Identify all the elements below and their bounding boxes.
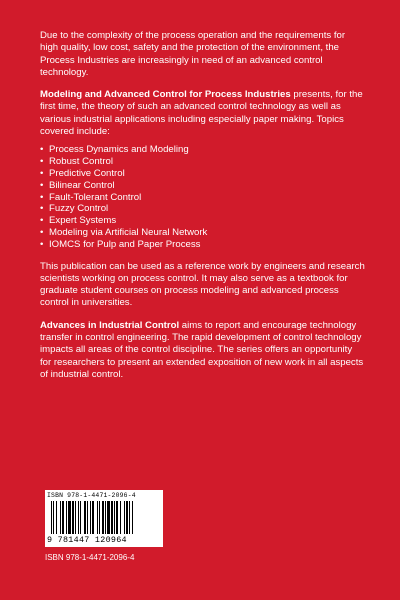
barcode-bar [97, 501, 98, 534]
barcode-bar [51, 501, 52, 534]
book-description: presents, for the first time, the theory of such an advanced control technology as well as various industrial applications including especially paper making. Topics covered include: [40, 89, 363, 138]
list-item: • Fault-Tolerant Control [40, 191, 142, 203]
barcode-bar [66, 501, 67, 534]
barcode-bar [68, 501, 71, 534]
bullet-icon: • [40, 226, 44, 238]
topics-list [40, 144, 365, 250]
barcode-bar [129, 501, 130, 534]
barcode-bars [51, 501, 159, 534]
barcode-bar [124, 501, 125, 534]
book-title: Modeling and Advanced Control for Process Industries [40, 89, 291, 101]
bullet-icon: • [40, 215, 44, 227]
barcode-bar [72, 501, 74, 534]
barcode-bar [56, 501, 57, 534]
barcode-bar [105, 501, 106, 534]
bullet-icon: • [40, 144, 44, 156]
barcode-bar [126, 501, 128, 534]
back-cover-text [40, 30, 365, 391]
bullet-icon: • [40, 179, 44, 191]
list-item: • Expert Systems [40, 215, 117, 227]
list-item: • Bilinear Control [40, 179, 115, 191]
series-description: aims to report and encourage technology transfer in control engineering. The rapid development of control technology impacts all areas of the control discipline. The series offers an opportunity for researchers to present an extended exposition of new work in all aspects of industrial control. [40, 319, 364, 380]
book-paragraph [40, 89, 365, 138]
bullet-icon: • [40, 203, 44, 215]
list-item: • Fuzzy Control [40, 203, 109, 215]
barcode-bar [78, 501, 79, 534]
barcode-bar [75, 501, 76, 534]
list-item: • Predictive Control [40, 167, 125, 179]
barcode-bar [53, 501, 54, 534]
barcode-bar [102, 501, 104, 534]
series-paragraph [40, 320, 365, 381]
barcode-bar [114, 501, 115, 534]
barcode-bar [111, 501, 113, 534]
barcode-bar [107, 501, 110, 534]
barcode-bar [84, 501, 86, 534]
barcode-bar [80, 501, 81, 534]
barcode-bar [132, 501, 133, 534]
isbn-bottom-label: ISBN 978-1-4471-2096-4 [45, 553, 135, 562]
list-item: • Modeling via Artificial Neural Network [40, 226, 208, 238]
barcode-bar [87, 501, 88, 534]
isbn-top-label: ISBN 978-1-4471-2096-4 [47, 492, 136, 499]
usage-paragraph: This publication can be used as a reference work by engineers and research scientists working on process control. It may also serve as a textbook for graduate student courses on process modeling and advanced process control in universities. [40, 260, 365, 309]
barcode-bar [116, 501, 118, 534]
bullet-icon: • [40, 238, 44, 250]
bullet-icon: • [40, 156, 44, 168]
barcode-digits: 9 781447 120964 [47, 535, 127, 545]
barcode-bar [62, 501, 64, 534]
barcode-bar [92, 501, 94, 534]
barcode-bar [120, 501, 121, 534]
barcode-bar [99, 501, 100, 534]
list-item: • Robust Control [40, 156, 113, 168]
series-title: Advances in Industrial Control [40, 319, 180, 331]
bullet-icon: • [40, 167, 44, 179]
list-item: • Process Dynamics and Modeling [40, 144, 189, 156]
barcode-bar [90, 501, 91, 534]
barcode [45, 490, 163, 547]
list-item: • IOMCS for Pulp and Paper Process [40, 238, 201, 250]
barcode-bar [60, 501, 61, 534]
intro-paragraph: Due to the complexity of the process operation and the requirements for high quality, low cost, safety and the protection of the environment, the Process Industries are increasingly in need of an advanced control technology. [40, 30, 346, 78]
bullet-icon: • [40, 191, 44, 203]
